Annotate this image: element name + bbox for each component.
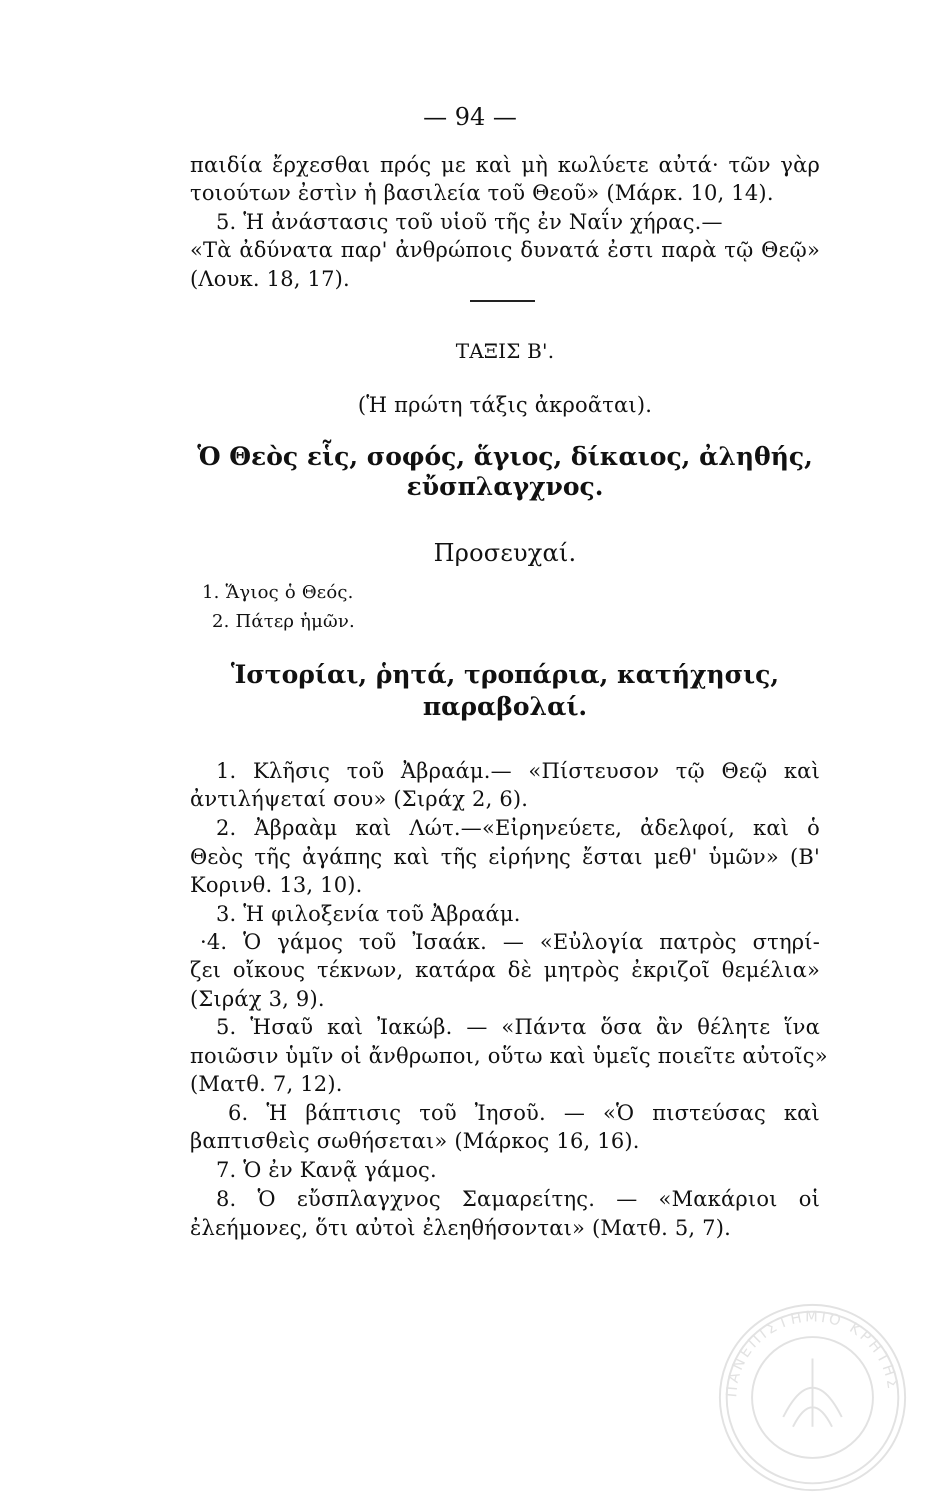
- story-line: 1. Κλῆσις τοῦ Ἀβραάμ.— «Πίστευσον τῷ Θεῷ καὶ: [216, 759, 820, 783]
- section-title: ΤΑΞΙΣ Β'.: [455, 339, 555, 363]
- section-note: (Ἡ πρώτη τάξις ἀκροᾶται).: [357, 393, 653, 417]
- prayers-title: Προσευχαί.: [433, 539, 577, 567]
- story-line: ζει οἴκους τέκνων, κατάρα δὲ μητρὸς ἐκριζοῖ θεμέλια»: [190, 958, 820, 982]
- prayer-item: 1. Ἅγιος ὁ Θεός.: [202, 582, 354, 603]
- story-line: Θεὸς τῆς ἀγάπης καὶ τῆς εἰρήνης ἔσται μεθ' ὑμῶν» (Β': [190, 845, 820, 869]
- text-line: τοιούτων ἐστὶν ἡ βασιλεία τοῦ Θεοῦ» (Μάρκ. 10, 14).: [190, 181, 774, 205]
- story-line: 7. Ὁ ἐν Κανᾷ γάμος.: [216, 1158, 437, 1182]
- page-number: — 94 —: [423, 103, 517, 131]
- story-line: 6. Ἡ βάπτισις τοῦ Ἰησοῦ. — «Ὁ πιστεύσας καὶ: [228, 1101, 820, 1125]
- story-line: 2. Ἀβραὰμ καὶ Λώτ.—«Εἰρηνεύετε, ἀδελφοί, καὶ ὁ: [216, 816, 820, 840]
- story-line: 3. Ἡ φιλοξενία τοῦ Ἀβραάμ.: [216, 902, 521, 926]
- story-line: (Ματθ. 7, 12).: [190, 1072, 343, 1096]
- story-line: ἐλεήμονες, ὅτι αὐτοὶ ἐλεηθήσονται» (Ματθ. 5, 7).: [190, 1216, 731, 1240]
- story-line: ἀντιλήψεταί σου» (Σιράχ 2, 6).: [190, 787, 529, 811]
- divider-rule: [470, 300, 535, 302]
- stamp-text: ΠΑΝΕΠΙΣΤΗΜΙΟ ΚΡΗΤΗΣ: [723, 1308, 902, 1398]
- story-line: ·4. Ὁ γάμος τοῦ Ἰσαάκ. — «Εὐλογία πατρὸς στηρί-: [200, 930, 820, 954]
- attributes-heading-cont: εὔσπλαγχνος.: [406, 472, 604, 501]
- story-line: ποιῶσιν ὑμῖν οἱ ἄνθρωποι, οὕτω καὶ ὑμεῖς ποιεῖτε αὐτοῖς»: [190, 1044, 828, 1068]
- story-line: Κορινθ. 13, 10).: [190, 873, 363, 897]
- text-line: (Λουκ. 18, 17).: [190, 267, 350, 291]
- prayer-item: 2. Πάτερ ἡμῶν.: [212, 611, 355, 632]
- text-line: παιδία ἔρχεσθαι πρός με καὶ μὴ κωλύετε αὐτά· τῶν γὰρ: [190, 153, 820, 177]
- story-line: 5. Ἡσαῦ καὶ Ἰακώβ. — «Πάντα ὅσα ἂν θέλητε ἵνα: [216, 1015, 820, 1039]
- text-line: «Τὰ ἀδύνατα παρ' ἀνθρώποις δυνατά ἐστι παρὰ τῷ Θεῷ»: [190, 238, 820, 262]
- story-line: (Σιράχ 3, 9).: [190, 987, 325, 1011]
- story-line: βαπτισθεὶς σωθήσεται» (Μάρκος 16, 16).: [190, 1129, 640, 1153]
- stories-heading: Ἱστορίαι, ῥητά, τροπάρια, κατήχησις,: [230, 660, 780, 689]
- text-line: 5. Ἡ ἀνάστασις τοῦ υἱοῦ τῆς ἐν Ναΐν χήρας.—: [216, 210, 723, 234]
- stories-heading-cont: παραβολαί.: [422, 692, 588, 721]
- story-line: 8. Ὁ εὔσπλαγχνος Σαμαρείτης. — «Μακάριοι οἱ: [216, 1187, 820, 1211]
- library-stamp-icon: [715, 1300, 910, 1495]
- attributes-heading: Ὁ Θεὸς εἷς, σοφός, ἅγιος, δίκαιος, ἀληθής,: [197, 442, 813, 471]
